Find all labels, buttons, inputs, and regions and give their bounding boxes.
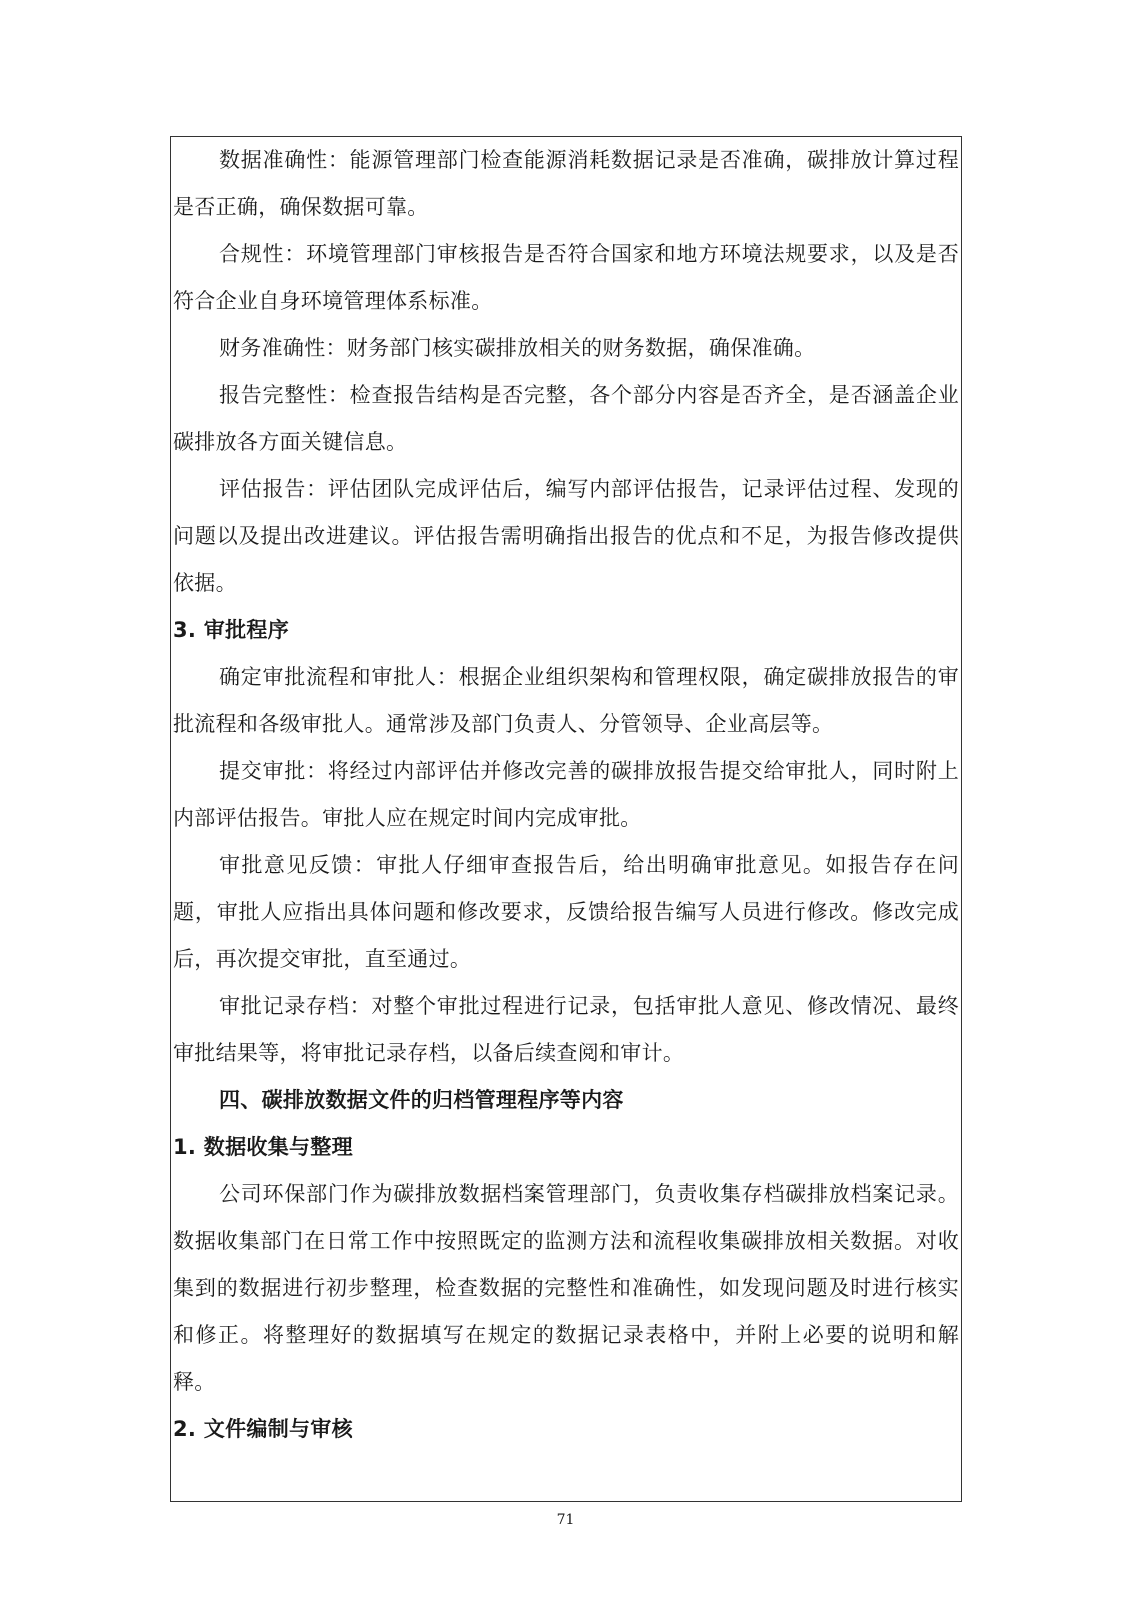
paragraph-compliance: 合规性：环境管理部门审核报告是否符合国家和地方环境法规要求，以及是否符合企业自身环境管理体系标准。	[173, 242, 959, 313]
heading-approval-procedure: 3. 审批程序	[173, 618, 289, 642]
paragraph-evaluation-report: 评估报告：评估团队完成评估后，编写内部评估报告，记录评估过程、发现的问题以及提出改进建议。评估报告需明确指出报告的优点和不足，为报告修改提供依据。	[173, 477, 959, 595]
heading-file-compilation: 2. 文件编制与审核	[173, 1417, 353, 1441]
paragraph-financial-accuracy: 财务准确性：财务部门核实碳排放相关的财务数据，确保准确。	[219, 336, 816, 360]
paragraph-submit-approval: 提交审批：将经过内部评估并修改完善的碳排放报告提交给审批人，同时附上内部评估报告。审批人应在规定时间内完成审批。	[173, 759, 959, 830]
paragraph-approval-flow: 确定审批流程和审批人：根据企业组织架构和管理权限，确定碳排放报告的审批流程和各级审批人。通常涉及部门负责人、分管领导、企业高层等。	[173, 665, 959, 736]
paragraph-approval-records: 审批记录存档：对整个审批过程进行记录，包括审批人意见、修改情况、最终审批结果等，将审批记录存档，以备后续查阅和审计。	[173, 994, 959, 1065]
page-number: 71	[556, 1512, 575, 1528]
paragraph-data-accuracy: 数据准确性：能源管理部门检查能源消耗数据记录是否准确，碳排放计算过程是否正确，确保数据可靠。	[173, 148, 959, 219]
content-frame	[170, 136, 962, 1502]
paragraph-report-completeness: 报告完整性：检查报告结构是否完整，各个部分内容是否齐全，是否涵盖企业碳排放各方面关键信息。	[173, 383, 959, 454]
heading-section-four: 四、碳排放数据文件的归档管理程序等内容	[219, 1088, 624, 1112]
document-body	[171, 137, 961, 1453]
heading-data-collection: 1. 数据收集与整理	[173, 1135, 353, 1159]
paragraph-data-collection: 公司环保部门作为碳排放数据档案管理部门，负责收集存档碳排放档案记录。数据收集部门在日常工作中按照既定的监测方法和流程收集碳排放相关数据。对收集到的数据进行初步整理，检查数据的完整性和准确性，如发现问题及时进行核实和修正。将整理好的数据填写在规定的数据记录表格中，并附上必要的说明和解释。	[173, 1182, 959, 1394]
paragraph-approval-feedback: 审批意见反馈：审批人仔细审查报告后，给出明确审批意见。如报告存在问题，审批人应指出具体问题和修改要求，反馈给报告编写人员进行修改。修改完成后，再次提交审批，直至通过。	[173, 853, 959, 971]
